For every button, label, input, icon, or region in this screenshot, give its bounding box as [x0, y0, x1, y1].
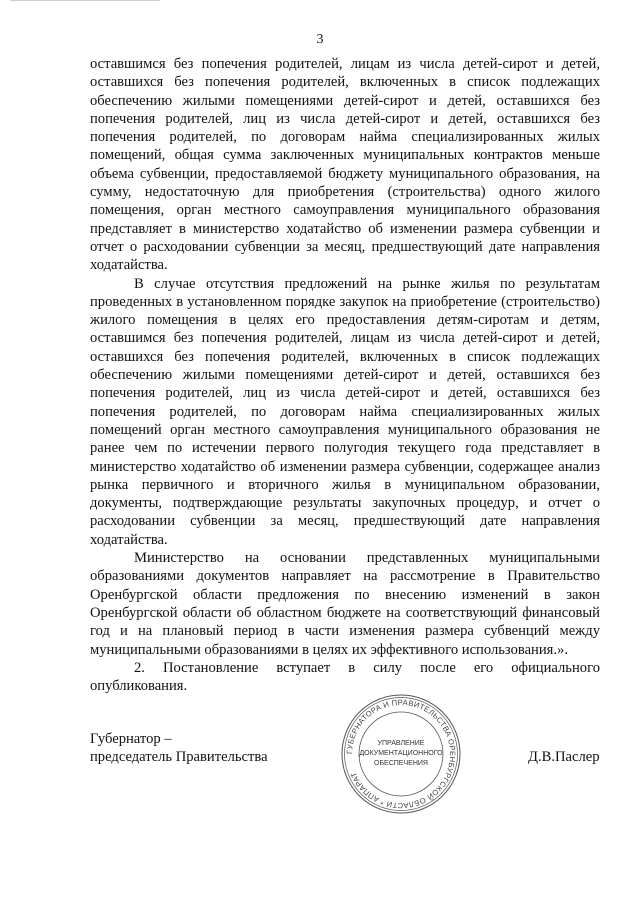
document-body — [90, 55, 600, 695]
stamp-center-line3: ОБЕСПЕЧЕНИЯ — [374, 760, 428, 767]
top-edge-rule — [10, 0, 160, 1]
stamp-ring-text: ГУБЕРНАТОРА И ПРАВИТЕЛЬСТВА ОРЕНБУРГСКОЙ ОБЛАСТИ * АППАРАТ — [344, 697, 458, 811]
paragraph-market-absence: В случае отсутствия предложений на рынке жилья по результатам проведенных в установленном порядке закупок на приобретение (строительство) жилого помещения в целях его предоставления детям-сиротам и детям, оставшимся без попечения родителей, лицам из числа детей-сирот и детей, оставшихся без попечения родителей, включенных в список подлежащих обеспечению жилыми помещениями детей-сирот и детей, оставшихся без попечения родителей, лиц из числа детей-сирот и детей, оставшихся без попечения родителей, по договорам найма специализированных жилых помещений орган местного самоуправления муниципального образования не ранее чем по истечении первого полугодия текущего года представляет в министерство ходатайство об изменении размера субвенции, содержащее анализ рынка первичного и вторичного жилья в муниципальном образовании, документы, подтверждающие результаты закупочных процедур, и отчет о расходовании субвенции за месяц, предшествующий дате направления ходатайства. — [90, 275, 600, 548]
signatory-position-line1: Губернатор – — [90, 731, 172, 747]
signatory-name: Д.В.Паслер — [528, 749, 600, 765]
stamp-center-line1: УПРАВЛЕНИЕ — [377, 740, 425, 747]
signatory-position — [90, 730, 268, 767]
stamp-center-line2: ДОКУМЕНТАЦИОННОГО — [359, 750, 443, 757]
paragraph-continued: оставшимся без попечения родителей, лицам из числа детей-сирот и детей, оставшихся без попечения родителей, включенных в список подлежащих обеспечению жилыми помещениями детей-сирот и детей, оставшихся без попечения родителей, лиц из числа детей-сирот и детей, оставшихся без попечения родителей, по договорам найма специализированных жилых помещений, общая сумма заключенных муниципальных контрактов меньше объема субвенции, предоставляемой бюджету муниципального образования, на сумму, недостаточную для приобретения (строительства) одного жилого помещения, орган местного самоуправления муниципального образования представляет в министерство ходатайство об изменении размера субвенции и отчет о расходовании субвенции за месяц, предшествующий дате направления ходатайства. — [90, 56, 600, 274]
official-stamp — [340, 693, 462, 815]
paragraph-entry-into-force: 2. Постановление вступает в силу после его официального опубликования. — [90, 659, 600, 695]
paragraph-ministry: Министерство на основании представленных муниципальными образованиями документов направляет на рассмотрение в Правительство Оренбургской области предложения по внесению изменений в закон Оренбургской области об областном бюджете на соответствующий финансовый год и на плановый период в части изменения размера субвенций между муниципальными образованиями в целях их эффективного использования.». — [90, 550, 600, 658]
page-number: 3 — [316, 32, 324, 47]
signatory-position-line2: председатель Правительства — [90, 749, 268, 766]
